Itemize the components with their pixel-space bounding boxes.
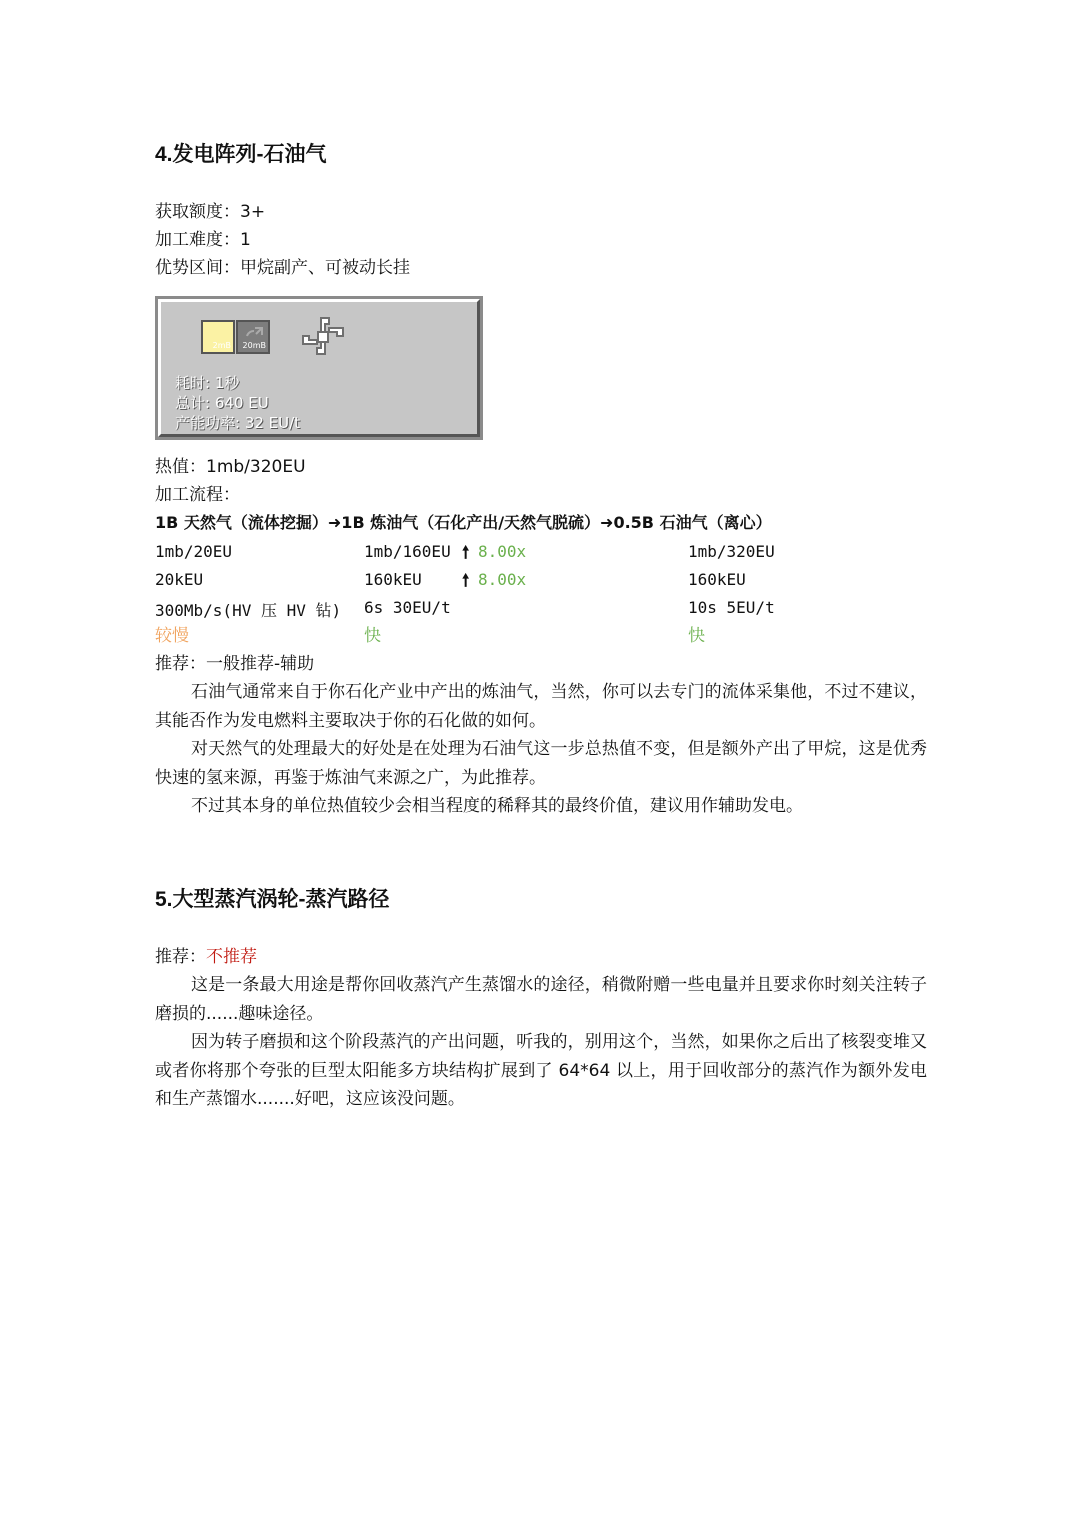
paragraph: 这是一条最大用途是帮你回收蒸汽产生蒸馏水的途径，稍微附赠一些电量并且要求你时刻关注转子磨损的......趣味途径。 <box>155 975 927 1024</box>
row2-multiplier: 8.00x <box>478 570 527 589</box>
speed-col1: 较慢 <box>155 626 189 646</box>
recommend-line: 推荐：一般推荐-辅助 <box>155 654 315 674</box>
difficulty-line: 加工难度：1 <box>155 230 251 250</box>
machine-time: 耗时: 1秒 <box>175 374 240 392</box>
machine-power: 产能功率: 32 EU/t <box>175 414 301 432</box>
recommend-value: 不推荐 <box>206 947 257 967</box>
row2-col3: 160kEU <box>688 570 746 589</box>
heat-value-line: 热值：1mb/320EU <box>155 457 306 477</box>
row1-col1: 1mb/20EU <box>155 542 233 561</box>
paragraph: 因为转子磨损和这个阶段蒸汽的产出问题，听我的，别用这个，当然，如果你之后出了核裂变堆又或者你将那个夸张的巨型太阳能多方块结构扩展到了 64*64 以上，用于回收部分的蒸汽作为额外发电和生产蒸馏水.......好吧，这应该没问题。 <box>155 1032 927 1109</box>
paragraph: 不过其本身的单位热值较少会相当程度的稀释其的最终价值，建议用作辅助发电。 <box>191 796 803 816</box>
turbine-fan-icon <box>299 314 347 358</box>
row1-col3: 1mb/320EU <box>688 542 775 561</box>
section-5-recommend <box>155 943 257 971</box>
recommend-label: 推荐： <box>155 947 206 967</box>
row3-col1: 300Mb/s(HV 压 HV 钻) <box>155 601 342 620</box>
fluid-output-slot <box>236 320 270 354</box>
up-arrow-icon: 🠕 <box>462 543 470 563</box>
advantage-line: 优势区间：甲烷副产、可被动长挂 <box>155 258 410 278</box>
slot-amount-label: 2mB <box>212 341 231 350</box>
up-arrow-icon: 🠕 <box>462 571 470 591</box>
row1-multiplier: 8.00x <box>478 542 527 561</box>
section-4-title: 4.发电阵列-石油气 <box>155 143 327 166</box>
process-chain: 1B 天然气（流体挖掘）➜1B 炼油气（石化产出/天然气脱硫）➜0.5B 石油气（离心） <box>155 513 772 532</box>
section-5-title: 5.大型蒸汽涡轮-蒸汽路径 <box>155 888 390 911</box>
slot-amount-label: 20mB <box>242 341 266 350</box>
row1-col2: 1mb/160EU <box>364 542 451 561</box>
quota-line: 获取额度：3+ <box>155 202 266 222</box>
paragraph: 对天然气的处理最大的好处是在处理为石油气这一步总热值不变，但是额外产出了甲烷，这是优秀快速的氢来源，再鉴于炼油气来源之广，为此推荐。 <box>155 739 927 788</box>
row2-col2: 160kEU <box>364 570 422 589</box>
row3-col2: 6s 30EU/t <box>364 598 451 617</box>
paragraph: 石油气通常来自于你石化产业中产出的炼油气，当然，你可以去专门的流体采集他，不过不建议，其能否作为发电燃料主要取决于你的石化做的如何。 <box>155 682 927 731</box>
fluid-input-slot <box>201 320 235 354</box>
generator-machine-panel <box>155 296 483 440</box>
row3-col3: 10s 5EU/t <box>688 598 775 617</box>
process-label: 加工流程： <box>155 485 240 505</box>
machine-total: 总计: 640 EU <box>175 394 269 412</box>
speed-col3: 快 <box>688 626 705 646</box>
row2-col1: 20kEU <box>155 570 204 589</box>
speed-col2: 快 <box>364 626 381 646</box>
